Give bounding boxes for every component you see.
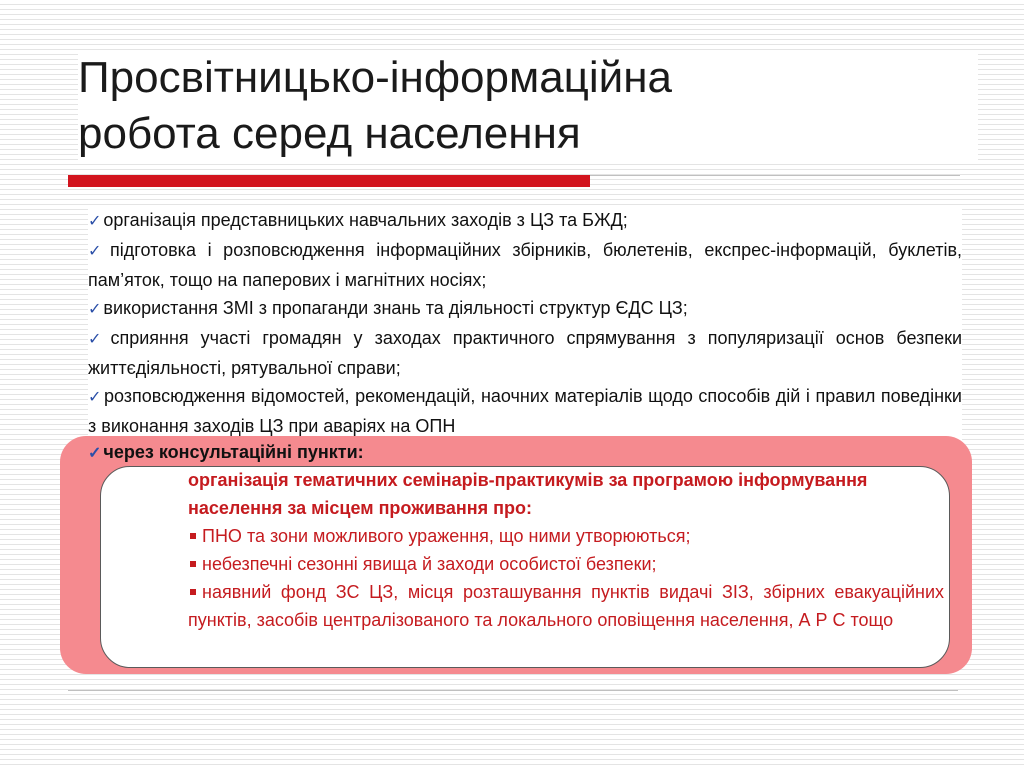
bullet-item: ✓ підготовка і розповсюдження інформаційних збірників, бюлетенів, експрес-інформацій, буклетів, пам’яток, тощо на паперових і магнітних носіях; — [88, 240, 963, 290]
slide-title-line-1: Просвітницько-інформаційна — [78, 53, 672, 102]
bullet-item: ✓ використання ЗМІ з пропаганди знань та діяльності структур ЄДС ЦЗ; — [88, 298, 688, 318]
bullet-item-consultation: ✓ через консультаційні пункти: — [88, 442, 364, 462]
bullet-list — [88, 206, 962, 440]
slide-title-line-2: робота серед населення — [78, 109, 581, 158]
square-bullet-icon — [190, 589, 196, 595]
checkmark-icon: ✓ — [88, 389, 102, 406]
bullet-item: ✓ сприяння участі громадян у заходах практичного спрямування з популяризації основ безпеки життєдіяльності, рятувальної справи; — [88, 328, 963, 378]
panel-item: наявний фонд ЗС ЦЗ, місця розташування пунктів видачі ЗІЗ, збірних евакуаційних пунктів, засобів централізованого та локального оповіщення населення, А Р С тощо — [188, 582, 944, 630]
panel-item: небезпечні сезонні явища й заходи особистої безпеки; — [188, 550, 944, 578]
title-underline-thin — [590, 175, 960, 176]
checkmark-icon: ✓ — [88, 445, 102, 462]
consultation-panel-text — [188, 466, 944, 634]
slide-title — [78, 50, 978, 162]
panel-lead: організація тематичних семінарів-практикумів за програмою інформування населення за місцем проживання про: — [188, 470, 868, 518]
checkmark-icon: ✓ — [88, 331, 109, 348]
bullet-item: ✓ розповсюдження відомостей, рекомендацій, наочних матеріалів щодо способів дій і правил поведінки з виконання заходів ЦЗ при аваріях на ОПН — [88, 386, 962, 436]
footer-divider — [68, 690, 958, 691]
square-bullet-icon — [190, 533, 196, 539]
checkmark-icon: ✓ — [88, 301, 102, 318]
square-bullet-icon — [190, 561, 196, 567]
title-underline-red — [68, 175, 590, 187]
panel-item: ПНО та зони можливого ураження, що ними утворюються; — [188, 522, 944, 550]
checkmark-icon: ✓ — [88, 213, 102, 230]
checkmark-icon: ✓ — [88, 243, 109, 260]
bullet-item: ✓ організація представницьких навчальних заходів з ЦЗ та БЖД; — [88, 210, 628, 230]
